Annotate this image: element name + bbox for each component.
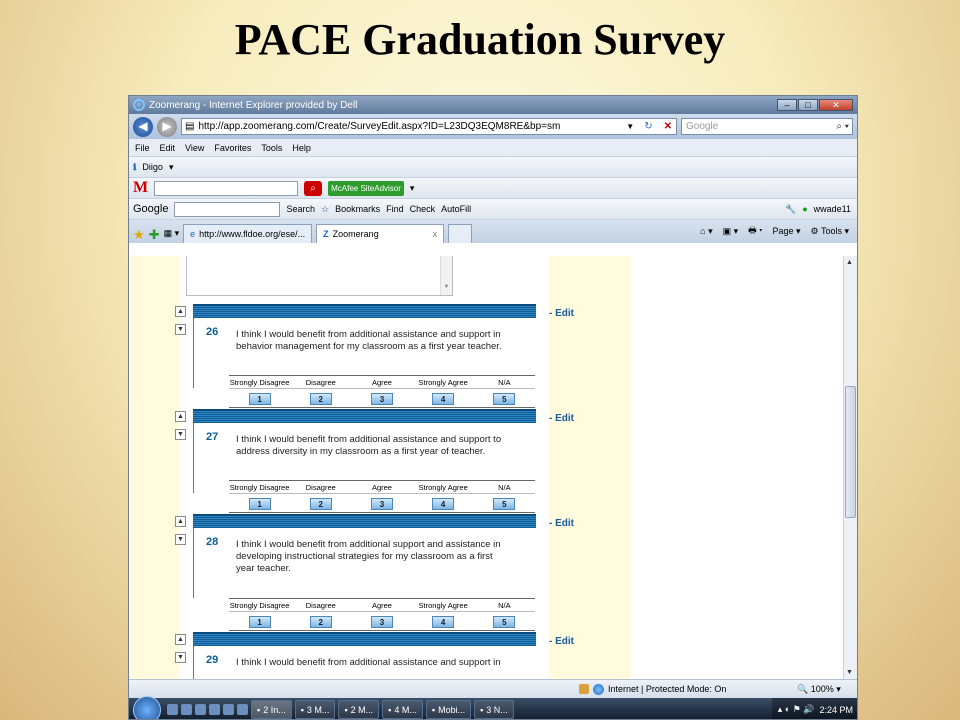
page-menu[interactable]: Page ▾ (772, 225, 801, 236)
ie-icon[interactable] (237, 704, 248, 715)
move-up-icon[interactable]: ▲ (175, 411, 186, 422)
menu-favorites[interactable]: Favorites (214, 142, 252, 153)
favorites-star-icon[interactable]: ★ (133, 227, 145, 242)
diigo-icon: ℹ (133, 161, 137, 172)
mcafee-logo-icon: M (133, 179, 149, 196)
taskbar-app-icon: ▪ (300, 704, 304, 715)
question-band (193, 409, 536, 423)
question-text: I think I would benefit from additional assistance and support in (236, 657, 501, 668)
taskbar-item-label: Mobi... (438, 704, 466, 715)
rating-scale (229, 598, 535, 631)
question-rule (193, 646, 194, 679)
page-icon: ▤ (185, 121, 195, 132)
explorer-icon[interactable] (195, 704, 206, 715)
scale-cell (474, 389, 535, 407)
edit-link[interactable]: - Edit (549, 636, 574, 647)
scale-label: Agree (371, 377, 392, 387)
security-zone[interactable] (579, 684, 726, 695)
scale-buttons (229, 612, 535, 630)
wrench-icon[interactable]: 🔧 (784, 203, 797, 214)
scale-label: Strongly Agree (418, 600, 468, 610)
rating-button[interactable]: 2 (310, 498, 332, 510)
taskbar-app-icon: ▪ (431, 704, 436, 715)
rating-button[interactable]: 1 (249, 393, 271, 405)
comment-box[interactable] (186, 256, 453, 296)
scale-cell (474, 612, 535, 630)
rating-button[interactable]: 5 (493, 498, 515, 510)
question-number: 29 (206, 654, 219, 666)
scale-cell (351, 494, 412, 512)
menu-tools[interactable]: Tools (261, 142, 283, 153)
scale-cell (229, 389, 290, 407)
search-icon[interactable]: ⌕ ▾ (836, 121, 849, 132)
mcafee-search-input[interactable] (154, 181, 298, 196)
taskbar-item-label: 3 M... (306, 704, 330, 715)
browser-icon[interactable] (223, 704, 234, 715)
scale-cell (229, 494, 290, 512)
scale-label: Agree (371, 482, 392, 492)
scale-cell (290, 494, 351, 512)
feeds-icon[interactable]: ▣ ▾ (722, 225, 739, 236)
quick-tabs-icon[interactable]: ▦ ▾ (163, 228, 180, 238)
question-rule (193, 423, 194, 493)
close-tab-icon[interactable]: x (432, 229, 438, 239)
scroll-thumb[interactable] (845, 386, 856, 518)
print-icon[interactable]: 🖶 ▾ (748, 225, 763, 235)
rating-scale (229, 480, 535, 513)
scale-label: Strongly Disagree (229, 482, 290, 492)
scale-label: N/A (498, 600, 511, 610)
zoomerang-tab-icon: Z (323, 229, 329, 239)
taskbar-item[interactable] (251, 700, 292, 719)
show-desktop-icon[interactable] (167, 704, 178, 715)
scale-label: Strongly Disagree (229, 377, 290, 387)
scroll-up-icon[interactable]: ▲ (846, 259, 853, 266)
taskbar-app-icon: ▪ (388, 704, 392, 715)
taskbar-app-icon: ▪ (257, 704, 261, 715)
question-rule (193, 528, 194, 598)
tab-bar (129, 220, 857, 243)
move-down-icon[interactable]: ▼ (175, 429, 186, 440)
add-favorite-icon[interactable]: ✚ (148, 227, 160, 242)
google-toolbar (129, 199, 857, 220)
taskbar-item[interactable] (426, 700, 471, 719)
scale-label: N/A (498, 482, 511, 492)
move-down-icon[interactable]: ▼ (175, 652, 186, 663)
rating-button[interactable]: 1 (249, 616, 271, 628)
edit-link[interactable]: - Edit (549, 518, 574, 529)
clock: 2:24 PM (819, 704, 853, 715)
rating-button[interactable]: 4 (432, 393, 454, 405)
tray-icons[interactable]: ▴ ◐ ⚑ 🔊 (777, 704, 815, 714)
new-tab-button[interactable] (448, 224, 472, 243)
page-menu-label: Page (772, 225, 794, 236)
move-up-icon[interactable]: ▲ (175, 516, 186, 527)
zoom-level[interactable]: 🔍 100% ▾ (797, 683, 841, 694)
ie-logo-icon: e (133, 99, 145, 111)
command-bar (700, 223, 857, 239)
taskbar-item-label: 4 M... (394, 704, 417, 715)
tab-label: Zoomerang (332, 229, 379, 239)
media-player-icon[interactable] (209, 704, 220, 715)
move-down-icon[interactable]: ▼ (175, 534, 186, 545)
start-button[interactable] (133, 696, 161, 720)
edit-link[interactable]: - Edit (549, 413, 574, 424)
scale-labels (229, 376, 535, 389)
scale-label: Disagree (305, 600, 336, 610)
google-logo: Google (133, 203, 169, 215)
question-band (193, 632, 536, 646)
taskbar-item[interactable] (338, 700, 379, 719)
minimize-button[interactable]: – (777, 99, 797, 111)
scale-cell (229, 612, 290, 630)
rating-scale (229, 375, 535, 408)
address-bar[interactable] (181, 118, 677, 135)
taskbar-app-icon: ▪ (344, 704, 348, 715)
question-rule (193, 318, 194, 388)
scroll-down-icon[interactable]: ▼ (846, 669, 853, 676)
scale-label: N/A (498, 377, 511, 387)
scale-label: Strongly Disagree (229, 600, 290, 610)
rating-button[interactable]: 2 (310, 616, 332, 628)
question-number: 27 (206, 431, 219, 443)
quick-launch (167, 704, 248, 715)
bookmark-star-icon[interactable]: ☆ (321, 203, 330, 214)
scale-cell (351, 389, 412, 407)
rating-button[interactable]: 4 (432, 616, 454, 628)
scale-labels (229, 481, 535, 494)
menu-edit[interactable]: Edit (159, 142, 176, 153)
scale-label: Strongly Agree (418, 482, 468, 492)
menu-view[interactable]: View (185, 142, 205, 153)
siteadvisor-dropdown-icon[interactable]: ▾ (409, 182, 415, 193)
scale-label: Disagree (305, 482, 336, 492)
google-search-input[interactable] (174, 202, 280, 217)
diigo-dropdown-icon[interactable]: ▾ (168, 161, 174, 172)
internet-zone-icon (593, 684, 604, 695)
move-up-icon[interactable]: ▲ (175, 306, 186, 317)
rating-button[interactable]: 3 (371, 498, 393, 510)
spellcheck-button[interactable]: Check (409, 204, 436, 214)
browser-screenshot (128, 95, 858, 720)
menu-file[interactable]: File (135, 142, 150, 153)
rating-button[interactable]: 4 (432, 498, 454, 510)
move-up-icon[interactable]: ▲ (175, 634, 186, 645)
protected-mode-icon (579, 684, 589, 694)
find-button[interactable]: Find (386, 204, 404, 214)
taskbar-item[interactable] (382, 700, 423, 719)
edit-link[interactable]: - Edit (549, 308, 574, 319)
move-down-icon[interactable]: ▼ (175, 324, 186, 335)
home-icon[interactable]: ⌂ ▾ (700, 225, 713, 236)
zoom-value: 100% (810, 683, 834, 694)
user-status-icon: ● (802, 204, 808, 214)
taskbar-item-label: 3 N... (486, 704, 508, 715)
question-text: I think I would benefit from additional assistance and support in behavior management for my classroom as a first year teacher. (236, 329, 502, 352)
question-text: I think I would benefit from additional assistance and support to address diversity in my classroom as a first year of teacher. (236, 434, 502, 457)
window-titlebar (129, 96, 857, 114)
taskbar-item-label: 2 In... (263, 704, 286, 715)
scale-cell (413, 612, 474, 630)
scale-label: Disagree (305, 377, 336, 387)
siteadvisor-button[interactable]: McAfee SiteAdvisor (328, 181, 404, 196)
rating-button[interactable]: 3 (371, 393, 393, 405)
scale-cell (474, 494, 535, 512)
scale-cell (290, 612, 351, 630)
taskbar-item-label: 2 M... (350, 704, 374, 715)
forward-button[interactable]: ▶ (157, 117, 177, 137)
address-dropdown-icon[interactable]: ▼ (626, 122, 635, 131)
menu-help[interactable]: Help (292, 142, 311, 153)
close-button[interactable]: ✕ (819, 99, 853, 111)
question-number: 28 (206, 536, 219, 548)
status-bar (129, 679, 858, 698)
slide-title: PACE Graduation Survey (234, 15, 726, 64)
diigo-button[interactable]: Diigo (142, 162, 163, 172)
question-text: I think I would benefit from additional support and assistance in developing instructional strategies for my classroom as a first year teacher. (236, 539, 501, 574)
search-placeholder: Google (686, 121, 719, 132)
zone-label: Internet | Protected Mode: On (608, 684, 727, 694)
scale-label: Strongly Agree (418, 377, 468, 387)
scale-buttons (229, 494, 535, 512)
google-user[interactable]: wwade11 (813, 204, 851, 214)
stop-icon[interactable]: ✕ (663, 121, 672, 132)
taskbar-buttons (248, 700, 514, 719)
scale-label: Agree (371, 600, 392, 610)
tab-label: http://www.fldoe.org/ese/... (199, 229, 306, 239)
page-content (129, 256, 845, 679)
system-tray (772, 698, 858, 720)
rating-button[interactable]: 5 (493, 616, 515, 628)
autofill-button[interactable]: AutoFill (441, 204, 472, 214)
taskbar-item[interactable] (474, 700, 514, 719)
refresh-icon[interactable]: ↻ (644, 121, 653, 132)
window-controls (777, 99, 853, 111)
scale-cell (413, 494, 474, 512)
question-number: 26 (206, 326, 219, 338)
mcafee-toolbar (129, 178, 857, 199)
tab-fldoe[interactable] (183, 224, 312, 243)
address-row (129, 114, 857, 139)
google-search-button[interactable]: Search (286, 204, 316, 214)
question-band (193, 514, 536, 528)
search-box[interactable] (681, 118, 853, 135)
rating-button[interactable]: 5 (493, 393, 515, 405)
rating-button[interactable]: 2 (310, 393, 332, 405)
comment-scrollbar[interactable]: ▼ (440, 256, 452, 295)
windows-taskbar (129, 698, 858, 720)
scale-cell (290, 389, 351, 407)
page-scrollbar[interactable] (843, 256, 857, 679)
window-title: Zoomerang - Internet Explorer provided by Dell (149, 99, 358, 111)
ie-page-icon: e (190, 229, 196, 239)
back-button[interactable]: ◀ (133, 117, 153, 137)
maximize-button[interactable]: □ (798, 99, 818, 111)
scale-labels (229, 599, 535, 612)
address-url: http://app.zoomerang.com/Create/SurveyEdit.aspx?ID=L23DQ3EQM8RE&bp=sm (198, 121, 561, 132)
question-band (193, 304, 536, 318)
bookmarks-button[interactable]: Bookmarks (335, 204, 381, 214)
diigo-toolbar (129, 157, 857, 178)
menu-bar (129, 139, 857, 157)
taskbar-app-icon: ▪ (480, 704, 484, 715)
taskbar-item[interactable] (295, 700, 336, 719)
mcafee-search-icon[interactable]: ⌕ (304, 181, 322, 196)
tools-menu[interactable]: ⚙ Tools ▾ (810, 225, 849, 236)
rating-button[interactable]: 1 (249, 498, 271, 510)
scale-cell (351, 612, 412, 630)
switch-windows-icon[interactable] (181, 704, 192, 715)
scale-buttons (229, 389, 535, 407)
scale-cell (413, 389, 474, 407)
rating-button[interactable]: 3 (371, 616, 393, 628)
tools-menu-label: Tools (820, 225, 842, 236)
tab-zoomerang[interactable] (316, 224, 444, 243)
